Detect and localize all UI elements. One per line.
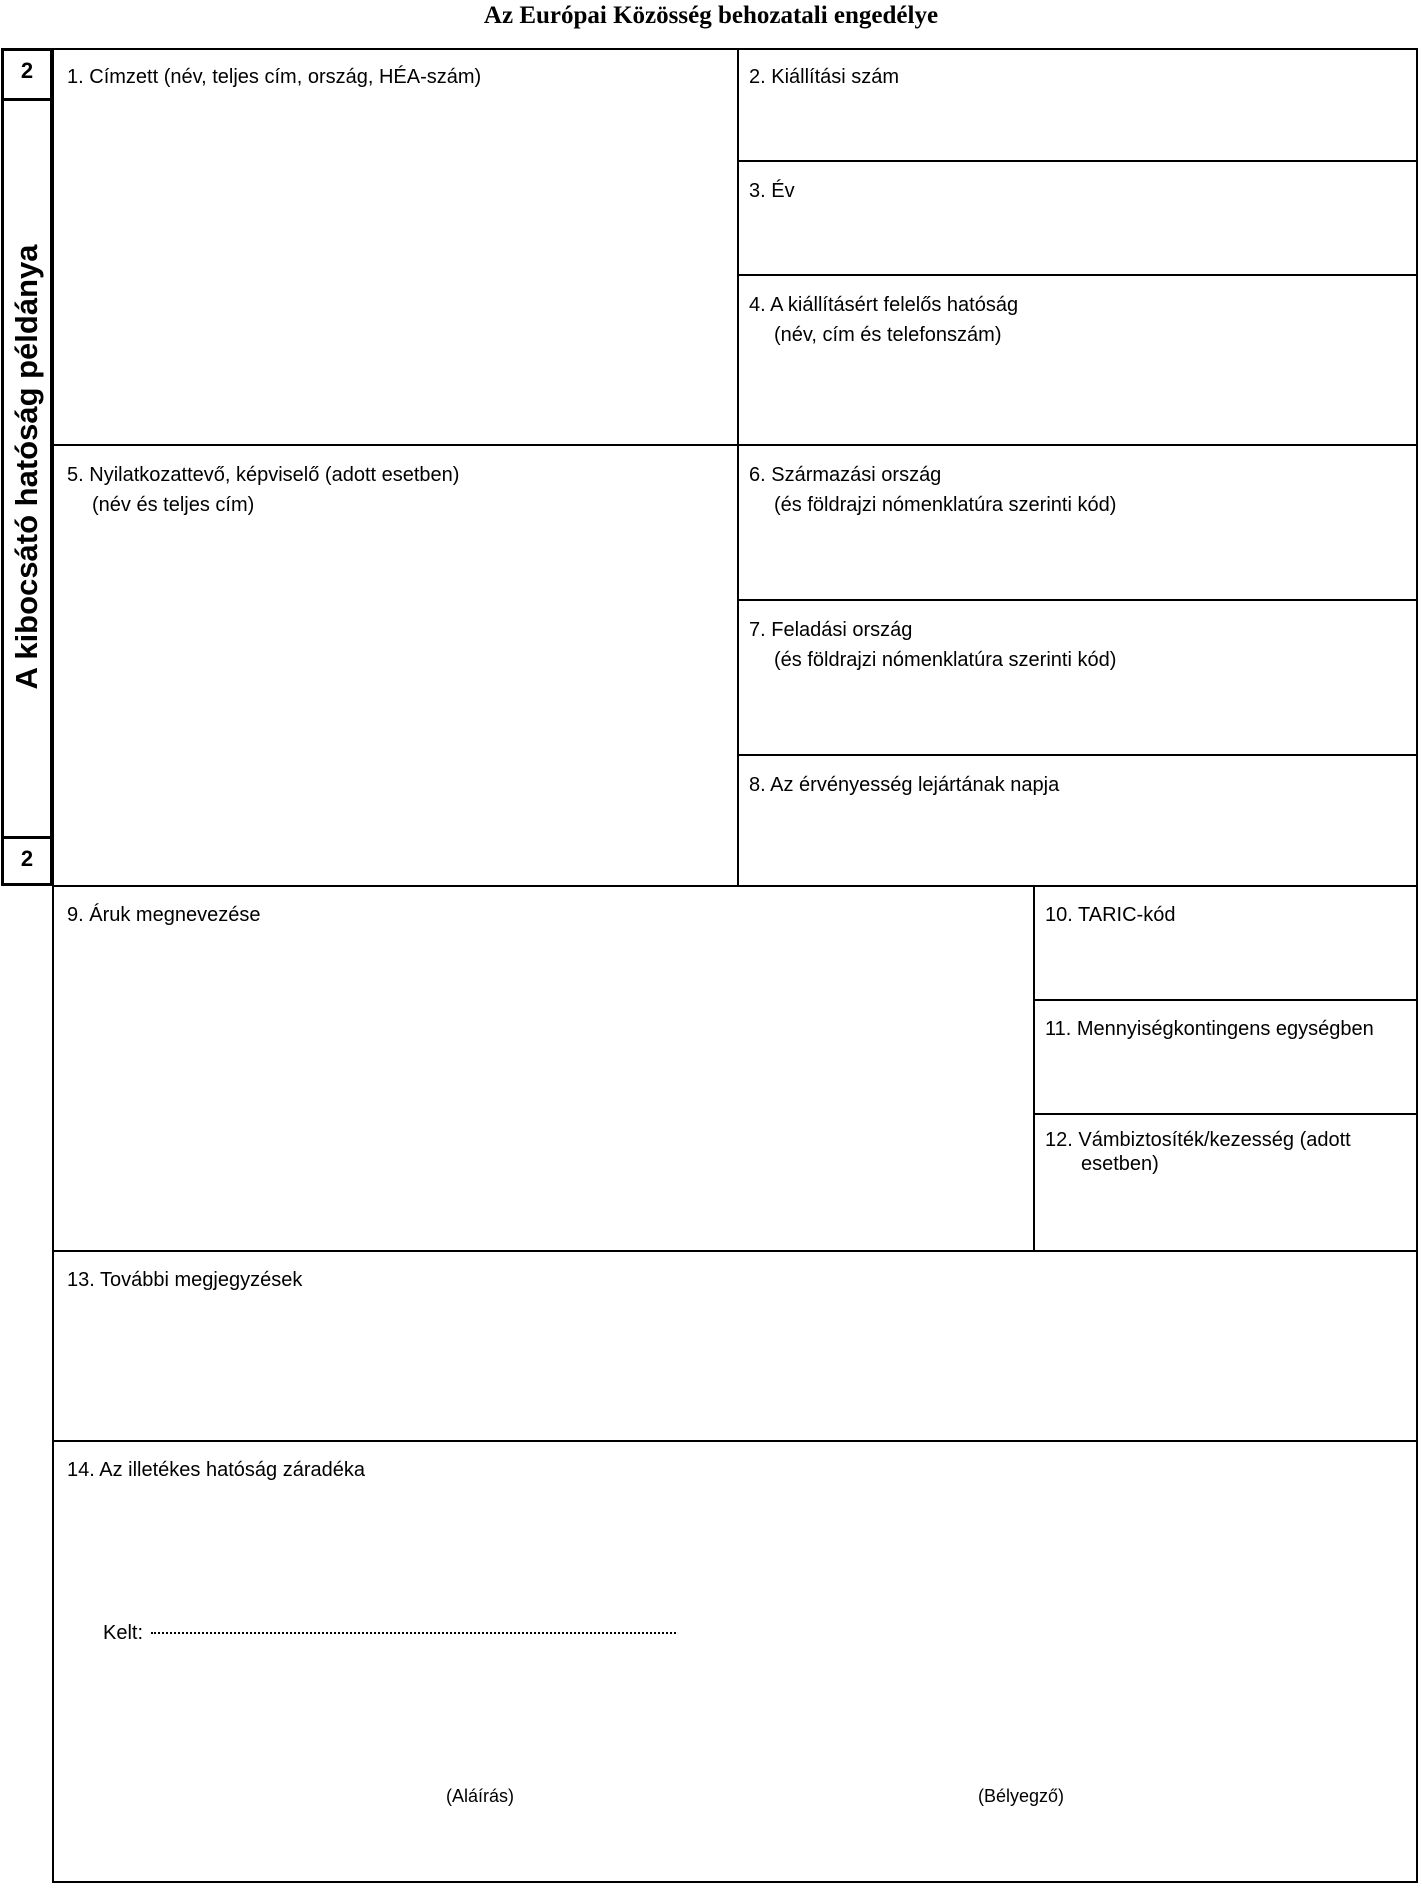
date-line[interactable] (103, 1618, 676, 1648)
field-11-quota-quantity[interactable]: 11. Mennyiségkontingens egységben (1045, 1018, 1374, 1040)
field-4-issuing-authority[interactable]: 4. A kiállításért felelős hatóság (név, cím és telefonszám) (749, 294, 1019, 346)
field-5-declarant[interactable]: 5. Nyilatkozattevő, képviselő (adott esetben) (név és teljes cím) (67, 464, 460, 516)
field-9-goods-description[interactable]: 9. Áruk megnevezése (67, 904, 261, 926)
field-2-issue-number[interactable]: 2. Kiállítási szám (749, 66, 900, 88)
signature-label: (Aláírás) (446, 1786, 515, 1806)
field-1-consignee[interactable]: 1. Címzett (név, teljes cím, ország, HÉA-szám) (67, 66, 482, 88)
side-number-top: 2 (20, 58, 34, 83)
field-3-year[interactable]: 3. Év (749, 180, 795, 202)
field-12-security[interactable]: 12. Vámbiztosíték/kezesség (adott esetben) (1045, 1129, 1351, 1175)
form-frame (52, 48, 1418, 1883)
date-label: Kelt: (103, 1622, 144, 1644)
document-title: Az Európai Közösség behozatali engedélye (483, 2, 939, 29)
date-dotted-line (151, 1632, 676, 1634)
field-7-country-of-consignment[interactable]: 7. Feladási ország (és földrajzi nómenklatúra szerinti kód) (749, 619, 1117, 671)
field-13-remarks[interactable]: 13. További megjegyzések (67, 1269, 303, 1291)
field-10-taric-code[interactable]: 10. TARIC-kód (1045, 904, 1176, 926)
stamp-label: (Bélyegző) (978, 1786, 1065, 1806)
side-number-bottom: 2 (20, 846, 34, 871)
side-strip (1, 48, 53, 886)
field-14-authority-endorsement[interactable]: 14. Az illetékes hatóság záradéka (67, 1459, 365, 1481)
side-strip-label: A kibocsátó hatóság példánya (9, 244, 44, 690)
field-6-country-of-origin[interactable]: 6. Származási ország (és földrajzi nómenklatúra szerinti kód) (749, 464, 1117, 516)
field-8-expiry-date[interactable]: 8. Az érvényesség lejártának napja (749, 774, 1060, 796)
